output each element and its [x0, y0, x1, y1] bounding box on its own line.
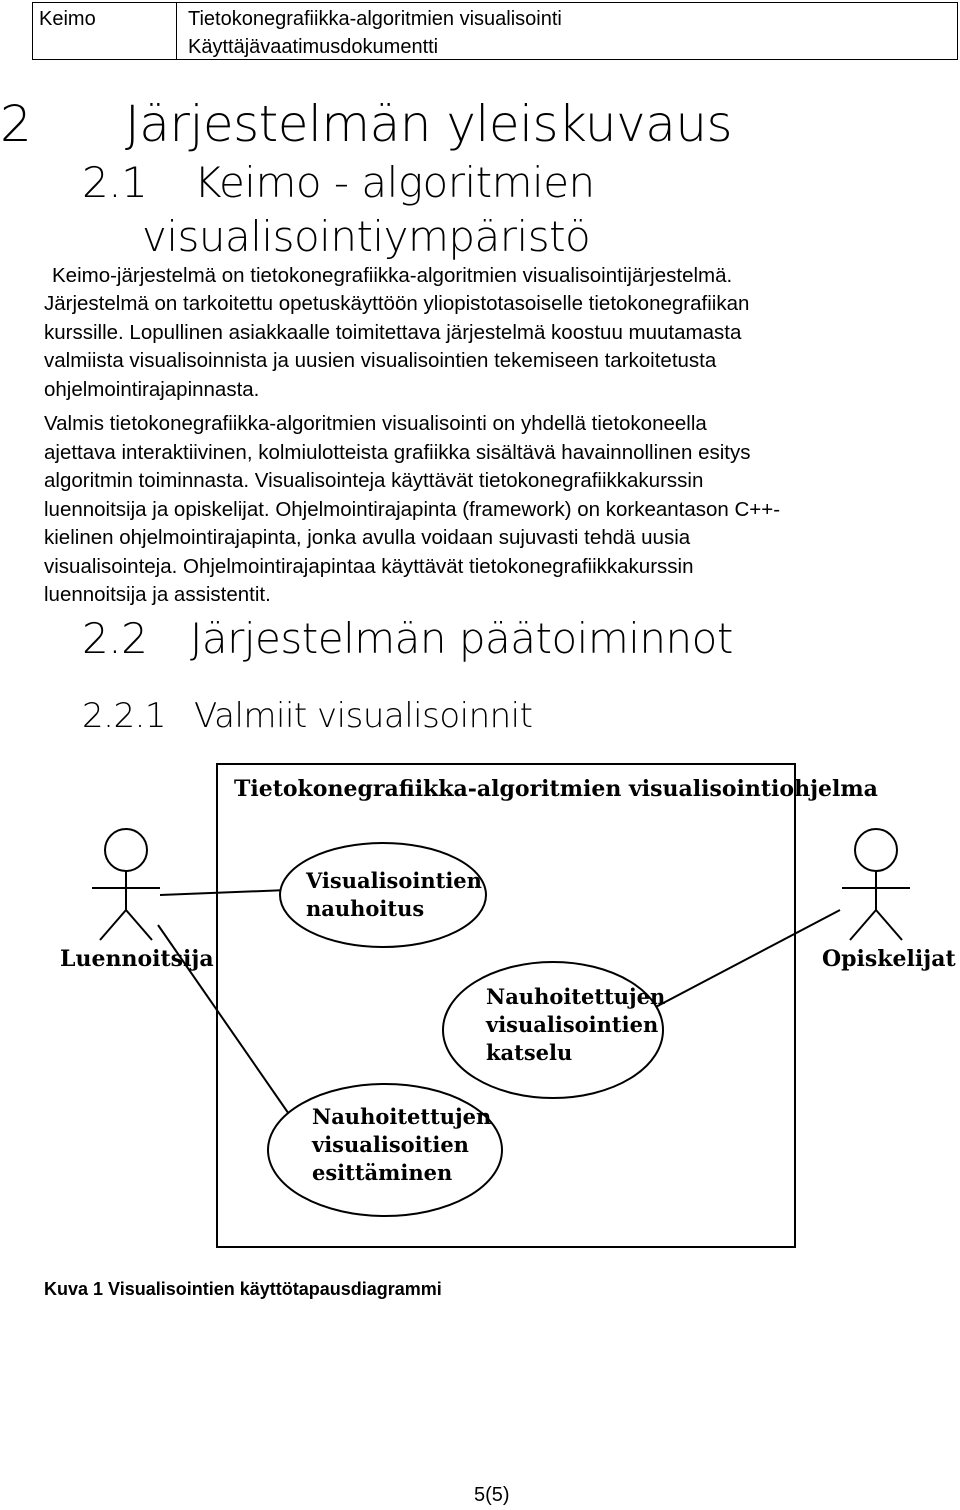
paragraph-line: valmiista visualisoinnista ja uusien visualisointien tekemiseen tarkoitetusta — [44, 349, 717, 372]
paragraph-line: luennoitsija ja assistentit. — [44, 583, 271, 606]
section-2-2-1-title: Valmiit visualisoinnit — [194, 696, 533, 736]
use-case-recording — [280, 843, 486, 947]
use-case-presenting-line1: Nauhoitettujen — [312, 1104, 492, 1129]
section-2-2-title: Järjestelmän päätoiminnot — [190, 614, 733, 663]
figure-caption: Kuva 1 Visualisointien käyttötapausdiagrammi — [44, 1279, 442, 1299]
section-2-1-title-line2: visualisointiympäristö — [142, 212, 591, 261]
paragraph-line: kielinen ohjelmointirajapinta, jonka avulla voidaan sujuvasti tehdä uusia — [44, 526, 691, 549]
header-project: Keimo — [39, 8, 96, 30]
paragraph-line: luennoitsija ja opiskelijat. Ohjelmointirajapinta (framework) on korkeantason C++- — [44, 497, 781, 521]
header-document: Käyttäjävaatimusdokumentti — [188, 36, 439, 58]
paragraph-line: Järjestelmä on tarkoitettu opetuskäyttöön yliopistotasoiselle tietokonegrafiikan — [44, 292, 750, 315]
use-case-presenting-line2: visualisoitien — [312, 1132, 469, 1157]
page-number: 5(5) — [474, 1484, 510, 1506]
section-2-number: 2 — [0, 95, 32, 153]
section-2-1-number: 2.1 — [82, 158, 148, 207]
association-lecturer-presenting — [158, 925, 300, 1130]
actor-students-icon — [842, 829, 910, 940]
paragraph-line: ajettava interaktiivinen, kolmiulotteista grafiikka sisältävä havainnollinen esitys — [44, 440, 751, 464]
actor-lecturer-label: Luennoitsija — [60, 946, 214, 972]
paragraph-line: algoritmin toiminnasta. Visualisointeja käyttävät tietokonegrafiikkakurssin — [44, 469, 704, 492]
header-title: Tietokonegrafiikka-algoritmien visualisointi — [188, 8, 562, 30]
section-2-2-1-number: 2.2.1 — [82, 696, 167, 736]
paragraph-line: Valmis tietokonegrafiikka-algoritmien visualisointi on yhdellä tietokoneella — [44, 412, 707, 435]
paragraph-line: ohjelmointirajapinnasta. — [44, 377, 260, 401]
use-case-viewing-line3: katselu — [486, 1040, 573, 1065]
association-lecturer-recording — [160, 890, 288, 895]
section-2-1-title-line1: Keimo - algoritmien — [194, 158, 595, 207]
paragraph-line: visualisointeja. Ohjelmointirajapintaa käyttävät tietokonegrafiikkakurssin — [44, 554, 694, 578]
actor-students-label: Opiskelijat — [822, 946, 956, 972]
actor-lecturer-icon — [92, 829, 160, 940]
use-case-recording-line2: nauhoitus — [306, 896, 425, 921]
system-title: Tietokonegrafiikka-algoritmien visualisointiohjelma — [234, 776, 878, 802]
use-case-viewing-line2: visualisointien — [486, 1012, 659, 1037]
paragraph-line: kurssille. Lopullinen asiakkaalle toimitettava järjestelmä koostuu muutamasta — [44, 320, 742, 344]
paragraph-line: Keimo-järjestelmä on tietokonegrafiikka-algoritmien visualisointijärjestelmä. — [52, 264, 733, 287]
use-case-viewing-line1: Nauhoitettujen — [486, 984, 666, 1009]
use-case-recording-line1: Visualisointien — [306, 868, 482, 893]
use-case-presenting-line3: esittäminen — [312, 1160, 453, 1185]
section-2-2-number: 2.2 — [82, 614, 148, 663]
section-2-title: Järjestelmän yleiskuvaus — [125, 95, 733, 153]
